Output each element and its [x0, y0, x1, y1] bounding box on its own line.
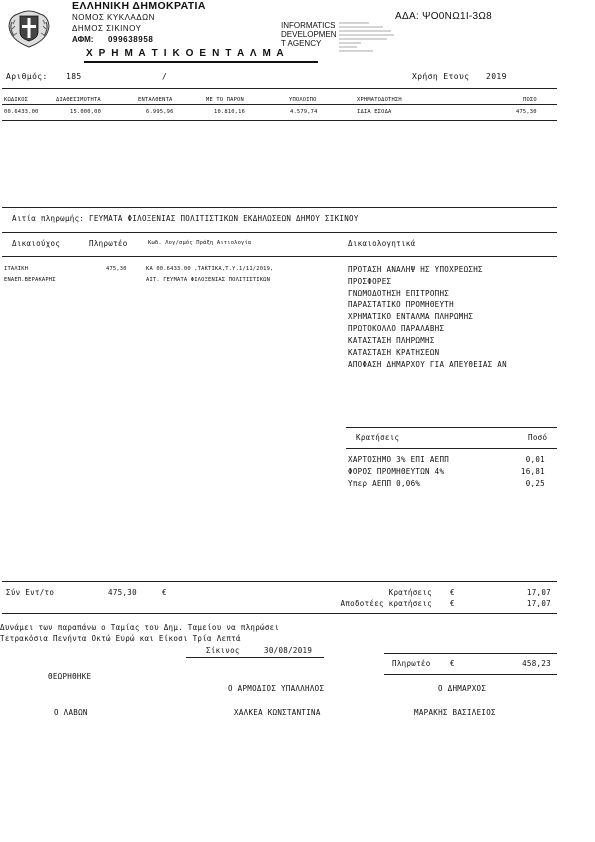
date-value: 30/08/2019 [264, 646, 313, 655]
payment-instruction: Δυνάμει των παραπάνω ο Ταμίας του Δημ. Ταμείου να πληρώσει [0, 623, 280, 632]
withholdings-header-amount: Ποσό [528, 433, 548, 442]
remitted-currency: € [450, 599, 455, 608]
payable-box-bottom [384, 674, 557, 675]
budget-header-balance: ΥΠΟΛΟΙΠΟ [289, 97, 317, 103]
withholding-row-label: ΦΟΡΟΣ ΠΡΟΜΗΘΕΥΤΩΝ 4% [348, 467, 445, 476]
document-item: ΚΑΤΑΣΤΑΣΗ ΠΛΗΡΩΜΗΣ [348, 336, 435, 345]
mayor-name: ΜΑΡΑΚΗΣ ΒΑΣΙΛΕΙΟΣ [414, 708, 496, 717]
sum-label: Σύν Εντ/το [6, 588, 55, 597]
remitted-value: 17,07 [526, 599, 551, 608]
payment-reason-value: ΓΕΥΜΑΤΑ ΦΙΛΟΞΕΝΙΑΣ ΠΟΛΙΤΙΣΤΙΚΩΝ ΕΚΔΗΛΩΣΕΩΝ ΔΗΜΟΥ ΣΙΚΙΝΟΥ [89, 214, 359, 223]
budget-header-amount: ΠΟΣΟ [523, 97, 537, 103]
payable-box-top [384, 653, 557, 654]
budget-header-funding: ΧΡΗΜΑΤΟΔΟΤΗΣΗ [357, 97, 402, 103]
withholdings-header-divider [346, 448, 557, 449]
clerk-title: Ο ΑΡΜΟΔΙΟΣ ΥΠΑΛΛΗΛΟΣ [228, 684, 325, 693]
agency-line-1: INFORMATICS [281, 21, 336, 30]
withholding-row-amount: 16,81 [520, 467, 545, 476]
afm-value: 099638958 [108, 35, 154, 44]
sum-value: 475,30 [108, 588, 137, 597]
budget-cell-availability: 15.000,00 [70, 109, 102, 115]
fiscal-year-label: Χρήση Ετους [412, 72, 470, 81]
state-name: ΕΛΛΗΝΙΚΗ ΔΗΜΟΚΡΑΤΙΑ [72, 0, 206, 12]
budget-cell-amount: 475,30 [516, 109, 537, 115]
document-item: ΧΡΗΜΑΤΙΚΟ ΕΝΤΑΛΜΑ ΠΛΗΡΩΜΗΣ [348, 312, 474, 321]
totals-bottom-divider [2, 613, 557, 614]
withheld-value: 17,07 [526, 588, 551, 597]
beneficiary-line-2: ΕΝΑΕΠ.ΒΕΡΑΚΑΡΗΣ [4, 277, 56, 283]
prefecture-name: ΝΟΜΟΣ ΚΥΚΛΑΔΩΝ [72, 13, 155, 22]
totals-top-divider [2, 581, 557, 582]
agency-line-2: DEVELOPMEN [281, 30, 337, 39]
withholding-row-amount: 0,25 [525, 479, 545, 488]
withholding-row-label: ΧΑΡΤΟΣΗΜΟ 3% ΕΠΙ ΑΕΠΠ [348, 455, 450, 464]
withheld-currency: € [450, 588, 455, 597]
withholdings-header-label: Κρατήσεις [356, 433, 400, 442]
budget-header-divider [2, 104, 557, 105]
sum-currency: € [162, 588, 167, 597]
greek-coat-of-arms-icon [6, 6, 52, 50]
municipality-name: ΔΗΜΟΣ ΣΙΚΙΝΟΥ [72, 24, 142, 33]
account-line-2: ΑΙΤ. ΓΕΥΜΑΤΑ ΦΙΛΟΞΕΝΙΑΣ ΠΟΛΙΤΙΣΤΙΚΩΝ [146, 277, 271, 283]
receiver-label: Ο ΛΑΒΩΝ [54, 708, 88, 717]
document-item: ΚΑΤΑΣΤΑΣΗ ΚΡΑΤΗΣΕΩΝ [348, 348, 440, 357]
document-item: ΠΡΟΤΑΣΗ ΑΝΑΛΗΨ ΗΣ ΥΠΟΧΡΕΩΣΗΣ [348, 265, 483, 274]
beneficiary-payable: 475,30 [106, 266, 127, 272]
afm-label: ΑΦΜ: [72, 35, 94, 44]
meta-divider [2, 88, 557, 89]
budget-cell-balance: 4.579,74 [290, 109, 318, 115]
account-line-1: ΚΑ 00.6433.00 ,ΤΑΚΤΙΚΑ,Τ.Υ.1/11/2019, [146, 266, 274, 272]
document-title: Χ Ρ Η Μ Α Τ Ι Κ Ο Ε Ν Τ Α Λ Μ Α [86, 48, 286, 59]
digital-signature-stamp [339, 20, 399, 56]
remitted-label: Αποδοτέες κρατήσεις [340, 599, 432, 608]
budget-header-issued: ΕΝΤΑΛΘΕΝΤΑ [138, 97, 173, 103]
budget-cell-code: 00.6433.00 [4, 109, 39, 115]
header-beneficiary: Δικαιούχος [12, 239, 61, 248]
payment-reason-label: Αιτία πληρωμής: [12, 214, 85, 223]
withholdings-top-divider [346, 427, 557, 428]
checked-label: ΘΕΩΡΗΘΗΚΕ [48, 672, 92, 681]
reason-bottom-divider [2, 232, 557, 233]
amount-in-words: Τετρακόσια Πενήντα Οκτώ Ευρώ και Είκοσι Τρία Λεπτά [0, 634, 241, 643]
budget-bottom-divider [2, 120, 557, 121]
date-underline [186, 657, 324, 658]
beneficiary-line-1: ΙΤΑΛΙΚΗ [4, 266, 29, 272]
reason-top-divider [2, 207, 557, 208]
payable-currency: € [450, 659, 455, 668]
mayor-title: Ο ΔΗΜΑΡΧΟΣ [438, 684, 487, 693]
number-label: Αριθμός: [6, 72, 48, 81]
budget-cell-with-current: 10.810,16 [214, 109, 246, 115]
document-item: ΠΑΡΑΣΤΑΤΙΚΟ ΠΡΟΜΗΘΕΥΤΗ [348, 300, 454, 309]
number-slash: / [162, 72, 168, 81]
payable-label: Πληρωτέο [392, 659, 431, 668]
budget-header-with-current: ΜΕ ΤΟ ΠΑΡΟΝ [206, 97, 244, 103]
withholding-row-amount: 0,01 [525, 455, 545, 464]
place-label: Σίκινος [206, 646, 240, 655]
budget-header-availability: ΔΙΑΘΕΣΙΜΟΤΗΤΑ [56, 97, 101, 103]
agency-line-3: T AGENCY [281, 39, 322, 48]
header-payable: Πληρωτέο [89, 239, 128, 248]
header-documents: Δικαιολογητικά [348, 239, 416, 248]
fiscal-year-value: 2019 [486, 72, 507, 81]
clerk-name: ΧΑΛΚΕΑ ΚΩΝΣΤΑΝΤΙΝΑ [234, 708, 321, 717]
title-underline [84, 61, 318, 63]
budget-cell-funding: ΙΔΙΑ ΕΣΟΔΑ [357, 109, 392, 115]
withholding-row-label: Υπερ ΑΕΠΠ 0,06% [348, 479, 421, 488]
beneficiary-header-divider [2, 256, 557, 257]
document-item: ΑΠΟΦΑΣΗ ΔΗΜΑΡΧΟΥ ΓΙΑ ΑΠΕΥΘΕΙΑΣ ΑΝ [348, 360, 507, 369]
payable-value: 458,23 [522, 659, 551, 668]
document-item: ΠΡΟΣΦΟΡΕΣ [348, 277, 392, 286]
header-account: Κωδ. Λογ/σμός Πράξη Αιτιολογία [148, 240, 252, 246]
budget-header-code: ΚΩΔΙΚΟΣ [4, 97, 29, 103]
ada-code: ΑΔΑ: ΨΟ0ΝΩ1Ι-3Ω8 [395, 11, 493, 22]
document-item: ΠΡΩΤΟΚΟΛΛΟ ΠΑΡΑΛΑΒΗΣ [348, 324, 445, 333]
budget-cell-issued: 6.995,96 [146, 109, 174, 115]
withheld-label: Κρατήσεις [388, 588, 432, 597]
document-item: ΓΝΩΜΟΔΟΤΗΣΗ ΕΠΙΤΡΟΠΗΣ [348, 289, 450, 298]
number-value: 185 [66, 72, 82, 81]
